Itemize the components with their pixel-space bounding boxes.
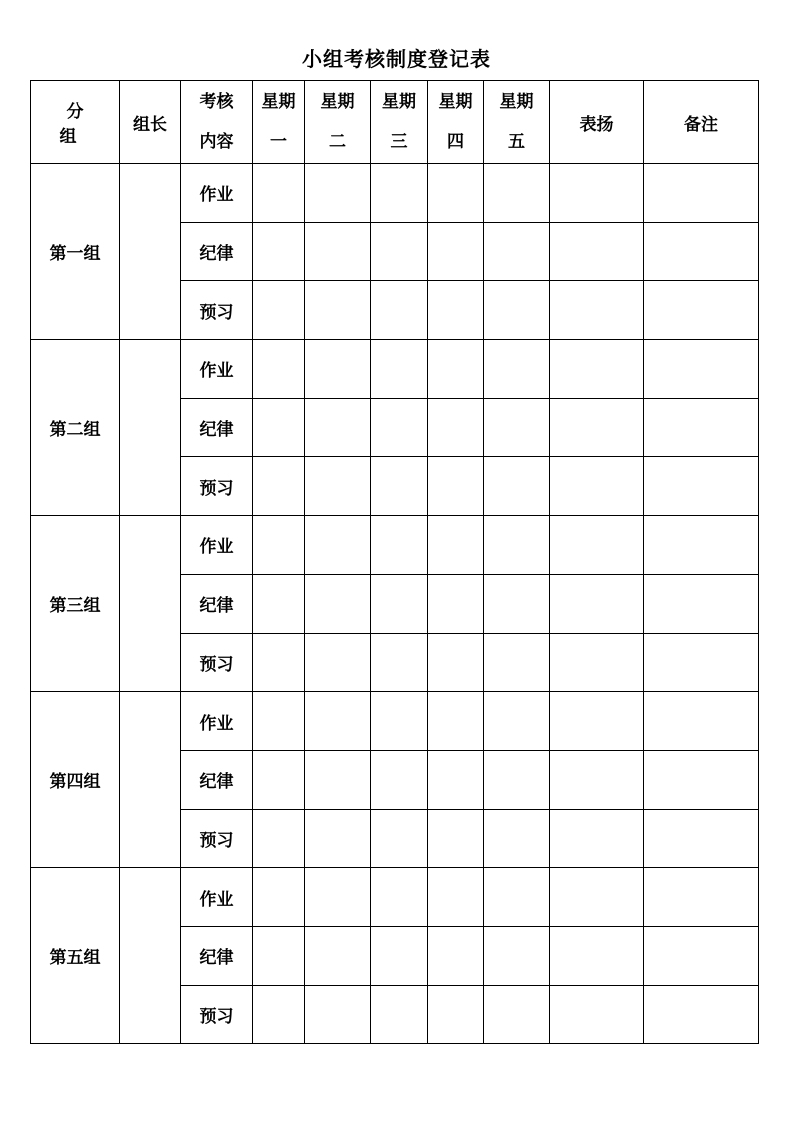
thursday-score-cell[interactable] — [428, 926, 484, 985]
assessment-item-cell: 预习 — [181, 457, 253, 516]
friday-score-cell[interactable] — [484, 164, 550, 223]
remarks-cell[interactable] — [644, 574, 759, 633]
tuesday-score-cell[interactable] — [305, 868, 371, 927]
wednesday-score-cell[interactable] — [371, 222, 428, 281]
praise-cell[interactable] — [550, 398, 644, 457]
column-header-praise: 表扬 — [550, 81, 644, 164]
remarks-cell[interactable] — [644, 809, 759, 868]
friday-score-cell[interactable] — [484, 985, 550, 1044]
friday-score-cell[interactable] — [484, 516, 550, 575]
tuesday-score-cell[interactable] — [305, 222, 371, 281]
tuesday-score-cell[interactable] — [305, 809, 371, 868]
assessment-item-cell: 预习 — [181, 809, 253, 868]
remarks-cell[interactable] — [644, 868, 759, 927]
table-row — [31, 692, 759, 751]
column-header-friday: 星期 五 — [484, 81, 550, 164]
friday-score-cell[interactable] — [484, 809, 550, 868]
group-leader-cell[interactable] — [120, 868, 181, 1044]
tuesday-score-cell[interactable] — [305, 633, 371, 692]
monday-score-cell[interactable] — [253, 398, 305, 457]
thursday-score-cell[interactable] — [428, 985, 484, 1044]
praise-cell[interactable] — [550, 340, 644, 399]
thursday-score-cell[interactable] — [428, 164, 484, 223]
praise-cell[interactable] — [550, 750, 644, 809]
group-name-cell: 第三组 — [31, 516, 120, 692]
monday-score-cell[interactable] — [253, 340, 305, 399]
column-header-tuesday: 星期 二 — [305, 81, 371, 164]
column-header-wednesday: 星期 三 — [371, 81, 428, 164]
monday-score-cell[interactable] — [253, 281, 305, 340]
assessment-item-cell: 预习 — [181, 281, 253, 340]
header-row — [31, 81, 759, 164]
remarks-cell[interactable] — [644, 750, 759, 809]
wednesday-score-cell[interactable] — [371, 750, 428, 809]
monday-score-cell[interactable] — [253, 926, 305, 985]
praise-cell[interactable] — [550, 868, 644, 927]
tuesday-score-cell[interactable] — [305, 574, 371, 633]
thursday-score-cell[interactable] — [428, 516, 484, 575]
wednesday-score-cell[interactable] — [371, 692, 428, 751]
remarks-cell[interactable] — [644, 692, 759, 751]
tuesday-score-cell[interactable] — [305, 516, 371, 575]
monday-score-cell[interactable] — [253, 809, 305, 868]
wednesday-score-cell[interactable] — [371, 398, 428, 457]
table-row — [31, 164, 759, 223]
praise-cell[interactable] — [550, 809, 644, 868]
tuesday-score-cell[interactable] — [305, 750, 371, 809]
wednesday-score-cell[interactable] — [371, 574, 428, 633]
remarks-cell[interactable] — [644, 340, 759, 399]
thursday-score-cell[interactable] — [428, 574, 484, 633]
tuesday-score-cell[interactable] — [305, 985, 371, 1044]
praise-cell[interactable] — [550, 692, 644, 751]
tuesday-score-cell[interactable] — [305, 164, 371, 223]
friday-score-cell[interactable] — [484, 750, 550, 809]
wednesday-score-cell[interactable] — [371, 809, 428, 868]
column-header-leader: 组长 — [120, 81, 181, 164]
assessment-item-cell: 纪律 — [181, 926, 253, 985]
wednesday-score-cell[interactable] — [371, 457, 428, 516]
praise-cell[interactable] — [550, 516, 644, 575]
column-header-content: 考核 内容 — [181, 81, 253, 164]
monday-score-cell[interactable] — [253, 457, 305, 516]
thursday-score-cell[interactable] — [428, 809, 484, 868]
assessment-item-cell: 纪律 — [181, 750, 253, 809]
friday-score-cell[interactable] — [484, 633, 550, 692]
wednesday-score-cell[interactable] — [371, 985, 428, 1044]
thursday-score-cell[interactable] — [428, 868, 484, 927]
wednesday-score-cell[interactable] — [371, 516, 428, 575]
group-leader-cell[interactable] — [120, 164, 181, 340]
wednesday-score-cell[interactable] — [371, 340, 428, 399]
column-header-thursday: 星期 四 — [428, 81, 484, 164]
monday-score-cell[interactable] — [253, 985, 305, 1044]
assessment-item-cell: 作业 — [181, 340, 253, 399]
praise-cell[interactable] — [550, 281, 644, 340]
column-header-monday: 星期 一 — [253, 81, 305, 164]
group-leader-cell[interactable] — [120, 516, 181, 692]
remarks-cell[interactable] — [644, 633, 759, 692]
tuesday-score-cell[interactable] — [305, 340, 371, 399]
thursday-score-cell[interactable] — [428, 692, 484, 751]
table-row — [31, 868, 759, 927]
remarks-cell[interactable] — [644, 222, 759, 281]
tuesday-score-cell[interactable] — [305, 398, 371, 457]
table-row — [31, 340, 759, 399]
friday-score-cell[interactable] — [484, 457, 550, 516]
thursday-score-cell[interactable] — [428, 281, 484, 340]
remarks-cell[interactable] — [644, 398, 759, 457]
wednesday-score-cell[interactable] — [371, 281, 428, 340]
wednesday-score-cell[interactable] — [371, 868, 428, 927]
tuesday-score-cell[interactable] — [305, 926, 371, 985]
monday-score-cell[interactable] — [253, 868, 305, 927]
friday-score-cell[interactable] — [484, 222, 550, 281]
table-row — [31, 516, 759, 575]
praise-cell[interactable] — [550, 222, 644, 281]
assessment-register-table — [30, 80, 759, 1044]
tuesday-score-cell[interactable] — [305, 457, 371, 516]
assessment-item-cell: 作业 — [181, 164, 253, 223]
praise-cell[interactable] — [550, 164, 644, 223]
assessment-item-cell: 作业 — [181, 868, 253, 927]
assessment-item-cell: 纪律 — [181, 398, 253, 457]
column-header-group: 分 组 — [31, 81, 120, 164]
remarks-cell[interactable] — [644, 926, 759, 985]
praise-cell[interactable] — [550, 457, 644, 516]
friday-score-cell[interactable] — [484, 868, 550, 927]
remarks-cell[interactable] — [644, 985, 759, 1044]
thursday-score-cell[interactable] — [428, 457, 484, 516]
friday-score-cell[interactable] — [484, 398, 550, 457]
thursday-score-cell[interactable] — [428, 750, 484, 809]
wednesday-score-cell[interactable] — [371, 926, 428, 985]
assessment-item-cell: 预习 — [181, 633, 253, 692]
monday-score-cell[interactable] — [253, 164, 305, 223]
assessment-item-cell: 纪律 — [181, 574, 253, 633]
thursday-score-cell[interactable] — [428, 222, 484, 281]
praise-cell[interactable] — [550, 985, 644, 1044]
remarks-cell[interactable] — [644, 281, 759, 340]
assessment-item-cell: 纪律 — [181, 222, 253, 281]
thursday-score-cell[interactable] — [428, 398, 484, 457]
tuesday-score-cell[interactable] — [305, 281, 371, 340]
thursday-score-cell[interactable] — [428, 633, 484, 692]
tuesday-score-cell[interactable] — [305, 692, 371, 751]
friday-score-cell[interactable] — [484, 340, 550, 399]
monday-score-cell[interactable] — [253, 516, 305, 575]
column-header-remarks: 备注 — [644, 81, 759, 164]
group-name-cell: 第五组 — [31, 868, 120, 1044]
wednesday-score-cell[interactable] — [371, 633, 428, 692]
remarks-cell[interactable] — [644, 516, 759, 575]
remarks-cell[interactable] — [644, 164, 759, 223]
friday-score-cell[interactable] — [484, 926, 550, 985]
friday-score-cell[interactable] — [484, 281, 550, 340]
group-leader-cell[interactable] — [120, 340, 181, 516]
assessment-item-cell: 作业 — [181, 516, 253, 575]
assessment-item-cell: 预习 — [181, 985, 253, 1044]
friday-score-cell[interactable] — [484, 574, 550, 633]
friday-score-cell[interactable] — [484, 692, 550, 751]
thursday-score-cell[interactable] — [428, 340, 484, 399]
monday-score-cell[interactable] — [253, 692, 305, 751]
praise-cell[interactable] — [550, 574, 644, 633]
praise-cell[interactable] — [550, 926, 644, 985]
monday-score-cell[interactable] — [253, 574, 305, 633]
monday-score-cell[interactable] — [253, 222, 305, 281]
monday-score-cell[interactable] — [253, 750, 305, 809]
group-name-cell: 第一组 — [31, 164, 120, 340]
wednesday-score-cell[interactable] — [371, 164, 428, 223]
praise-cell[interactable] — [550, 633, 644, 692]
remarks-cell[interactable] — [644, 457, 759, 516]
page-title: 小组考核制度登记表 — [302, 47, 491, 71]
monday-score-cell[interactable] — [253, 633, 305, 692]
group-name-cell: 第四组 — [31, 692, 120, 868]
group-name-cell: 第二组 — [31, 340, 120, 516]
group-leader-cell[interactable] — [120, 692, 181, 868]
assessment-item-cell: 作业 — [181, 692, 253, 751]
